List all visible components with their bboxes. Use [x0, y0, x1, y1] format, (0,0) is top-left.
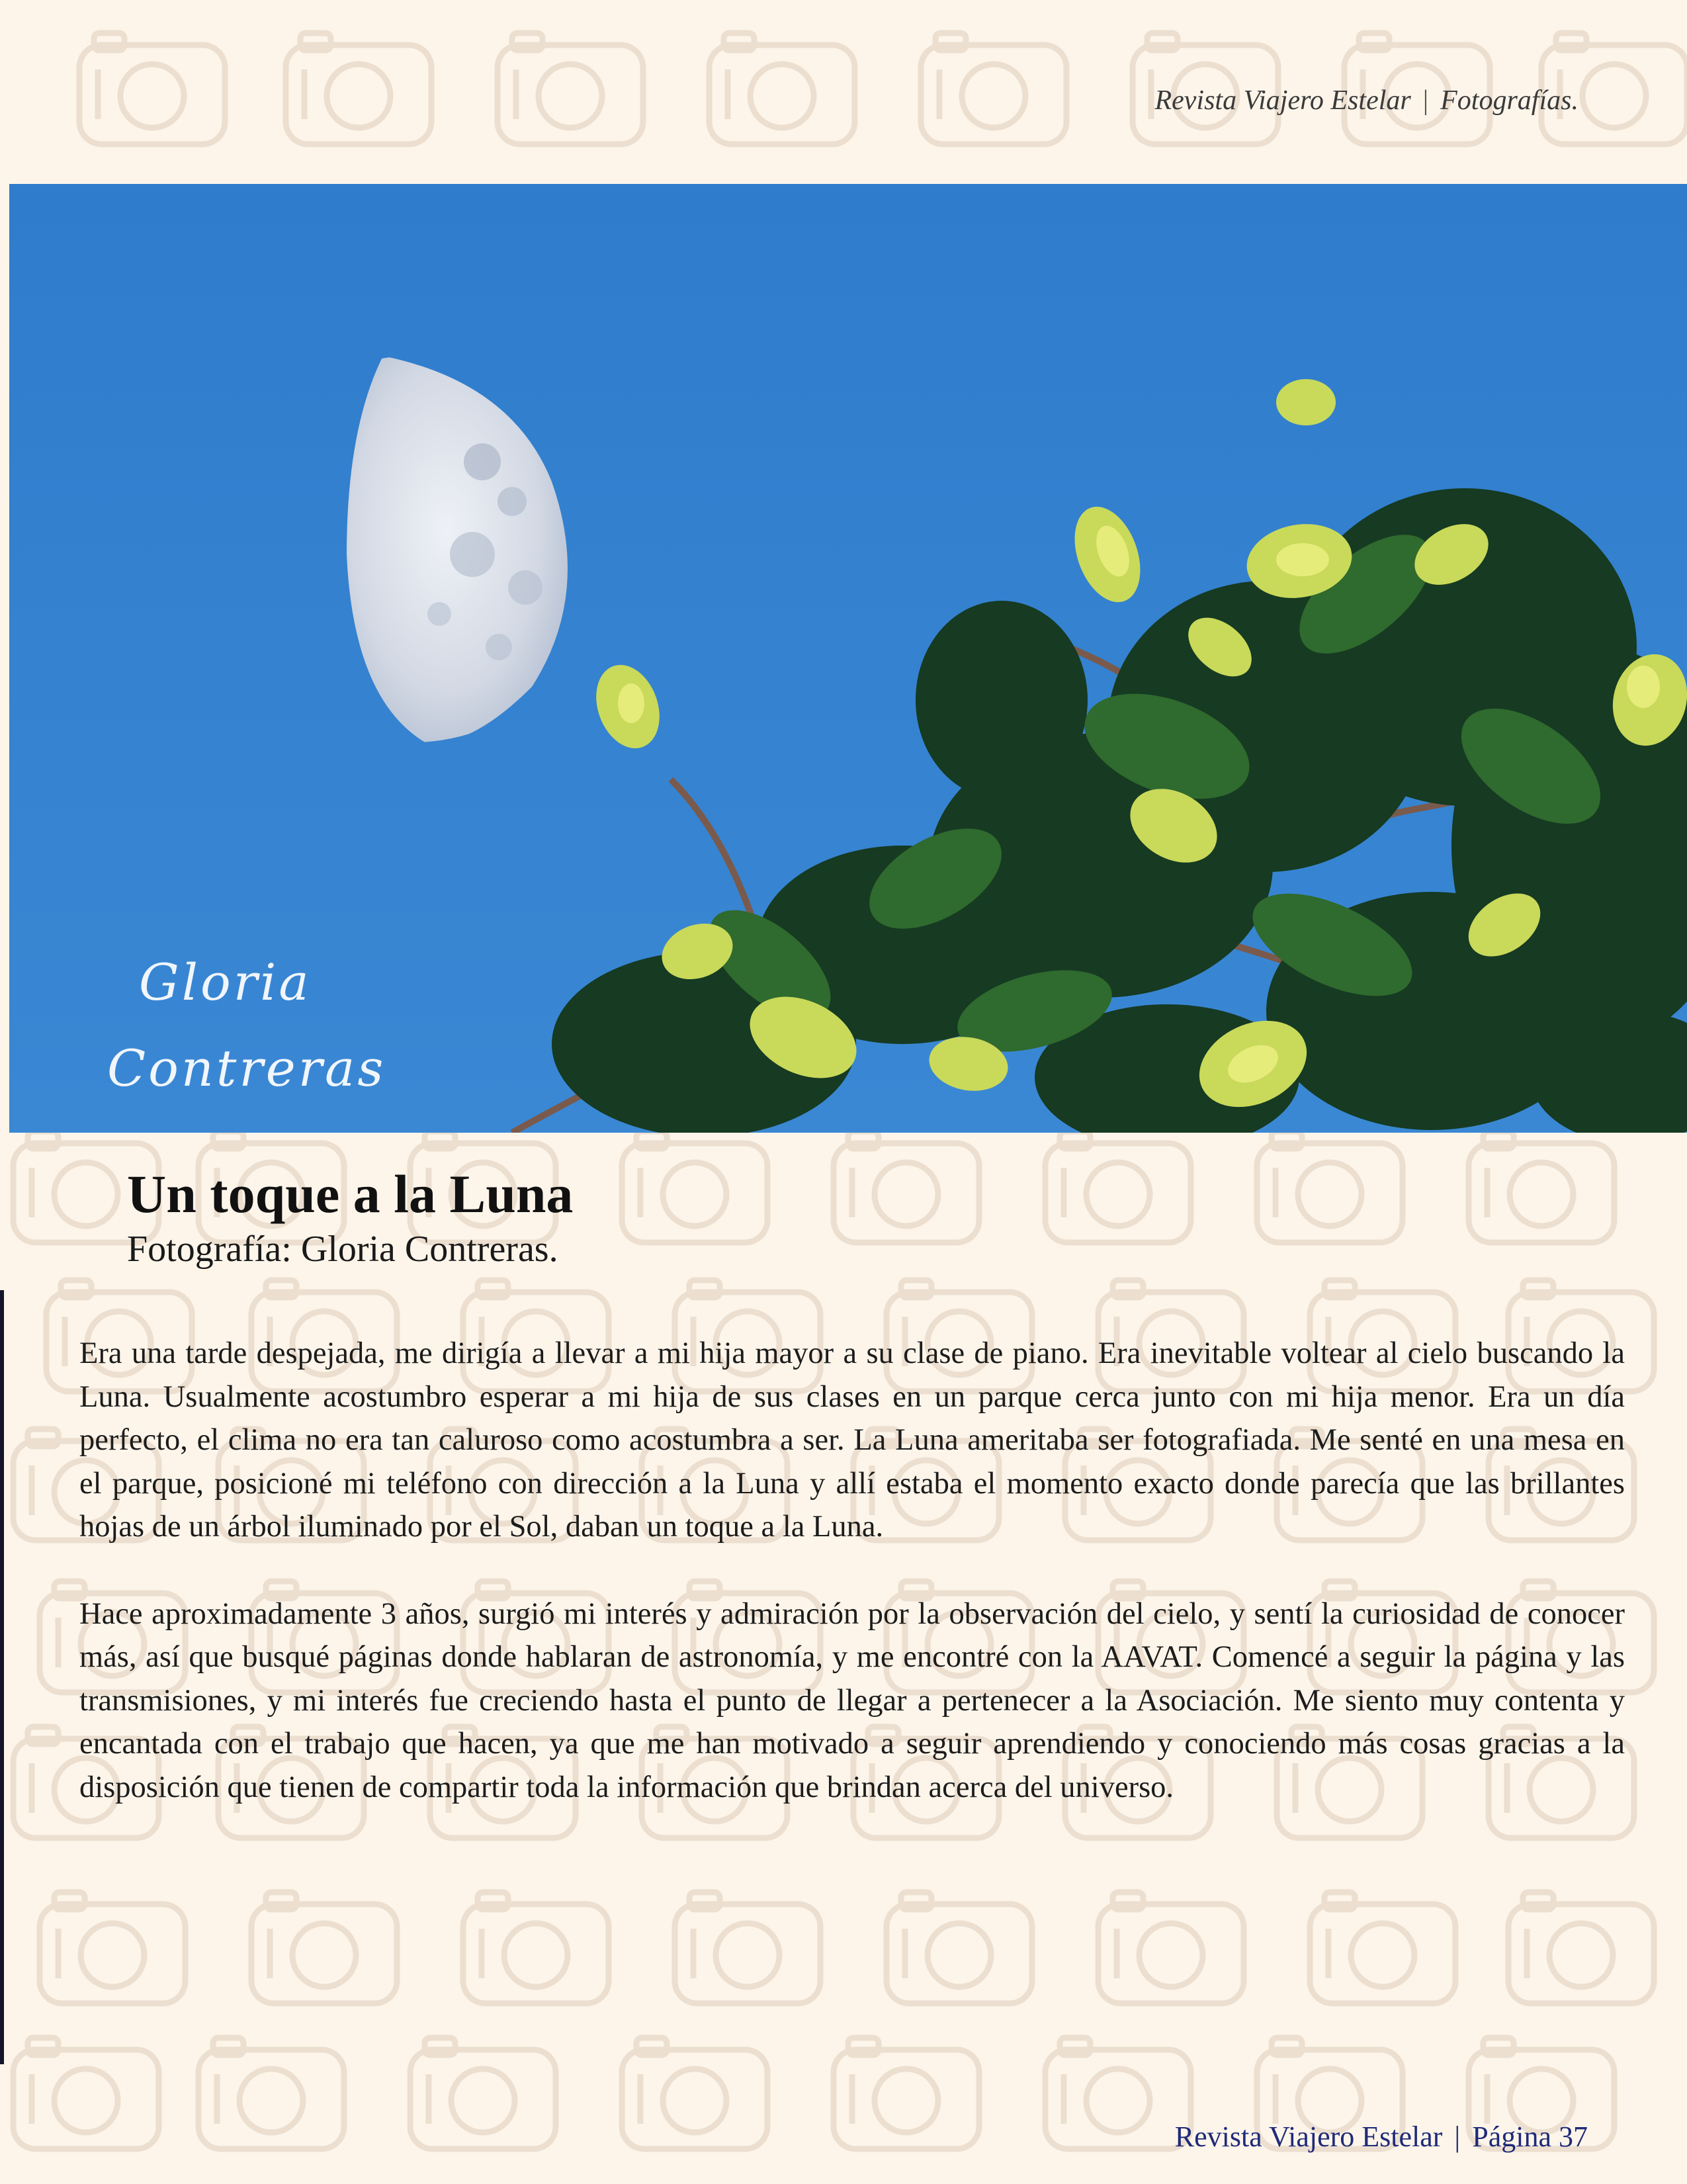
article-paragraph: Era una tarde despejada, me dirigía a llevar a mi hija mayor a su clase de piano. Era inevitable voltear al cielo buscando la Luna. Usualmente acostumbro esperar a mi hija de sus clases en un parque cerca junto con mi hija menor. Era un día perfecto, el clima no era tan caluroso como acostumbra a ser. La Luna ameritaba ser fotografiada. Me senté en una mesa en el parque, posicioné mi teléfono con dirección a la Luna y allí estaba el momento exacto donde parecía que las brillantes hojas de un árbol iluminado por el Sol, daban un toque a la Luna. [79, 1336, 1625, 1544]
photo-credit-signature-line1: Gloria [139, 953, 312, 1012]
page-footer [1175, 2120, 1588, 2154]
footer-magazine-name: Revista Viajero Estelar [1174, 2120, 1443, 2153]
header-section-name: Fotografías. [1440, 85, 1579, 116]
header-magazine-name: Revista Viajero Estelar [1154, 85, 1411, 116]
article-paragraph: Hace aproximadamente 3 años, surgió mi interés y admiración por la observación del cielo, y sentí la curiosidad de conocer más, así que busqué páginas donde hablaran de astronomía, y me encontré con la AAVAT. Comencé a seguir la página y las transmisiones, y mi interés fue creciendo hasta el punto de llegar a pertenecer a la Asociación. Me siento muy contenta y encantada con el trabajo que hacen, ya que me han motivado a seguir aprendiendo y conociendo más cosas gracias a la disposición que tienen de compartir toda la información que brindan acerca del universo. [79, 1596, 1625, 1804]
running-header [1154, 85, 1579, 116]
page-number: Página 37 [1472, 2120, 1588, 2153]
article-byline: Fotografía: Gloria Contreras. [127, 1229, 558, 1270]
left-edge-rule [0, 1290, 4, 2064]
footer-separator: | [1454, 2120, 1461, 2153]
photo-credit-signature-line2: Contreras [107, 1039, 386, 1098]
article-title: Un toque a la Luna [127, 1164, 574, 1224]
article-body [79, 1332, 1625, 1853]
header-separator: | [1422, 85, 1429, 116]
